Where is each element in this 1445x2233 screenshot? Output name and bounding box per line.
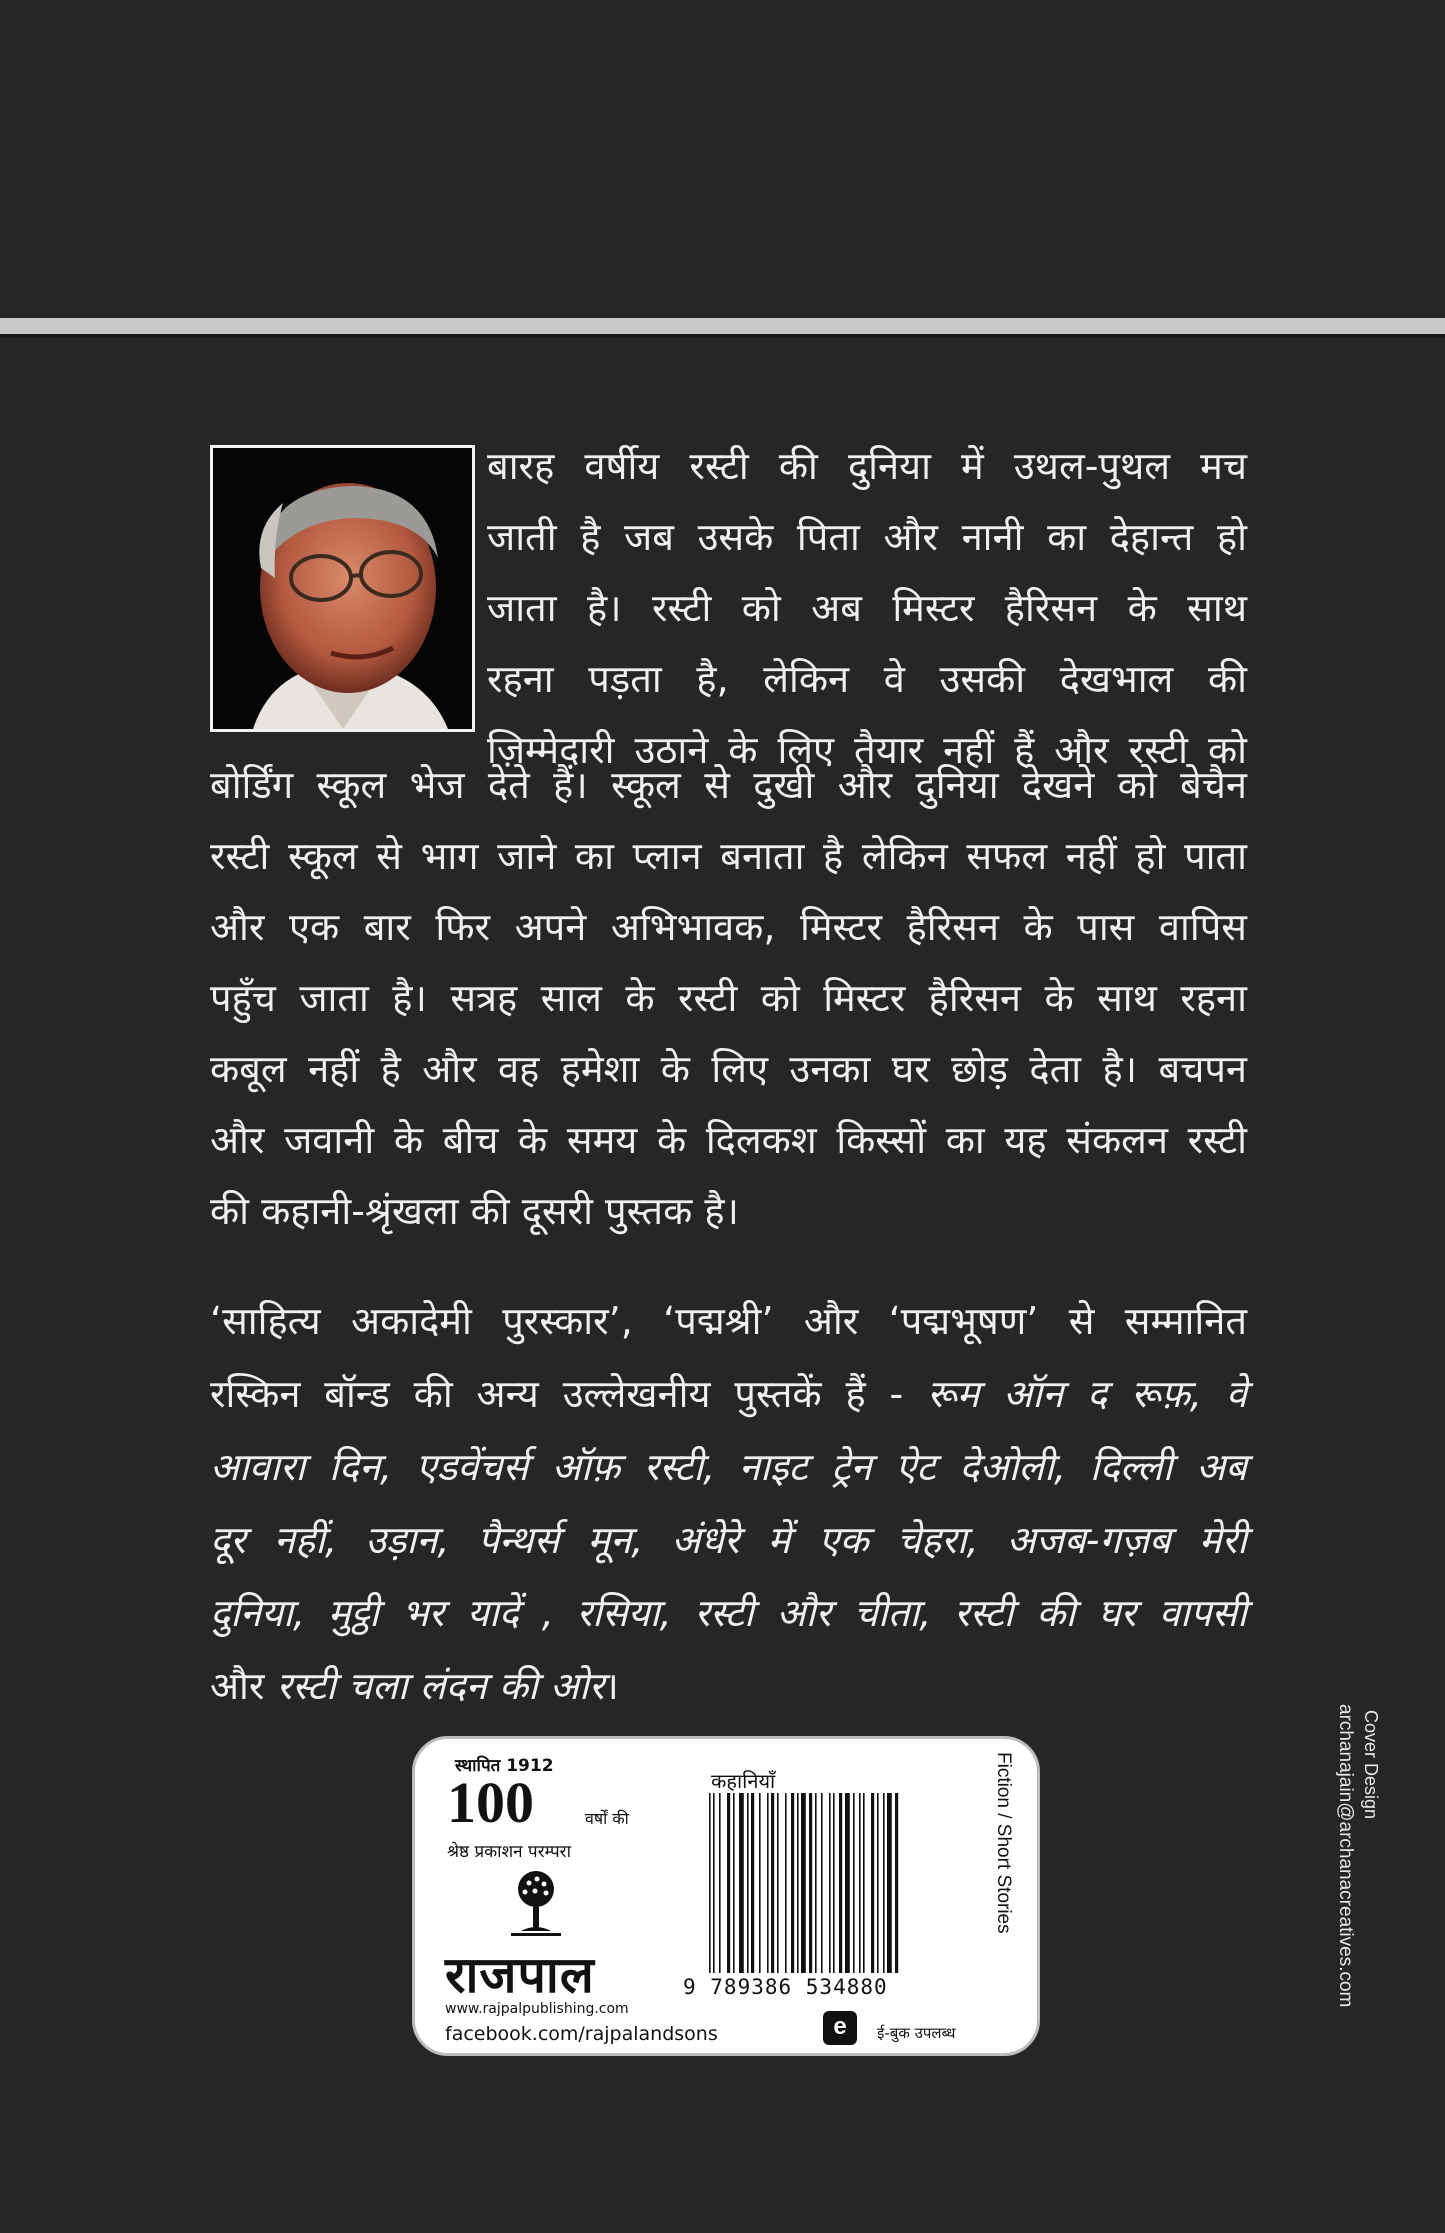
books-line xyxy=(210,1358,1247,1431)
tradition-label: श्रेष्ठ प्रकाशन परम्परा xyxy=(447,1842,572,1862)
full-stop: । xyxy=(604,1664,619,1708)
books-intro: रस्किन बॉन्ड की अन्य उल्लेखनीय पुस्तकें हैं - xyxy=(210,1372,928,1416)
other-books-paragraph xyxy=(210,1285,1247,1723)
author-photo xyxy=(210,445,475,732)
blurb-paragraph-body xyxy=(210,750,1247,1247)
awards-line: ‘साहित्य अकादेमी पुरस्कार’, ‘पद्मश्री’ और ‘पद्मभूषण’ से सम्मानित xyxy=(210,1299,1247,1343)
blurb-line: कबूल नहीं है और वह हमेशा के लिए उनका घर छोड़ देता है। बचपन xyxy=(210,1047,1247,1091)
category-label: कहानियाँ xyxy=(711,1769,776,1793)
books-line xyxy=(210,1504,1247,1577)
book-titles: रूम ऑन द रूफ़, वे xyxy=(927,1372,1247,1416)
ebook-available-label: ई-बुक उपलब्ध xyxy=(877,2024,956,2042)
blurb-line: जाता है। रस्टी को अब मिस्टर हैरिसन के साथ xyxy=(487,586,1247,630)
blurb-line: रहना पड़ता है, लेकिन वे उसकी देखभाल की xyxy=(487,657,1247,701)
publisher-tree-logo xyxy=(501,1867,571,1939)
hundred-years-number: 100 xyxy=(447,1770,534,1835)
book-titles: दूर नहीं, उड़ान, पैन्थर्स मून, अंधेरे में एक चेहरा, अजब-गज़ब मेरी xyxy=(210,1518,1247,1562)
book-titles: आवारा दिन, एडवेंचर्स ऑफ़ रस्टी, नाइट ट्रेन ऐट देओली, दिल्ली अब xyxy=(210,1445,1247,1489)
ebook-icon: e xyxy=(823,2011,857,2045)
book-titles: रस्टी चला लंदन की ओर xyxy=(276,1664,605,1708)
blurb-line: की कहानी-श्रृंखला की दूसरी पुस्तक है। xyxy=(210,1189,739,1233)
books-line xyxy=(210,1431,1247,1504)
publisher-facebook: facebook.com/rajpalandsons xyxy=(445,2023,718,2045)
publisher-website: www.rajpalpublishing.com xyxy=(445,2001,629,2017)
blurb-line: बोर्डिंग स्कूल भेज देते हैं। स्कूल से दुखी और दुनिया देखने को बेचैन xyxy=(210,763,1247,807)
blurb-paragraph-top xyxy=(487,431,1247,786)
isbn-barcode xyxy=(705,1793,960,1993)
publisher-brand: राजपाल xyxy=(445,1947,595,2003)
years-of-label: वर्षों की xyxy=(585,1809,629,1828)
cover-design-label: Cover Design xyxy=(1361,1710,1381,1820)
divider-shadow xyxy=(0,334,1445,338)
book-titles: दुनिया, मुट्ठी भर यादें , रसिया, रस्टी और चीता, रस्टी की घर वापसी xyxy=(210,1591,1247,1635)
books-line xyxy=(210,1650,1247,1723)
blurb-line: बारह वर्षीय रस्टी की दुनिया में उथल-पुथल मच xyxy=(487,444,1247,488)
blurb-line: ज़िम्मेदारी उठाने के लिए तैयार नहीं हैं और रस्टी को xyxy=(487,728,1247,772)
blurb-line: रस्टी स्कूल से भाग जाने का प्लान बनाता है लेकिन सफल नहीं हो पाता xyxy=(210,834,1247,878)
isbn-number: 9 789386 534880 xyxy=(683,1975,888,1999)
blurb-line: और एक बार फिर अपने अभिभावक, मिस्टर हैरिसन के पास वापिस xyxy=(210,905,1247,949)
blurb-line: और जवानी के बीच के समय के दिलकश किस्सों का यह संकलन रस्टी xyxy=(210,1118,1247,1162)
publisher-barcode-card xyxy=(412,1736,1040,2056)
cover-design-email: archanajain@archanacreatives.com xyxy=(1335,1704,1356,2008)
genre-label: Fiction / Short Stories xyxy=(993,1752,1014,1934)
cover-top-band xyxy=(0,0,1445,318)
books-connector: और xyxy=(210,1664,277,1708)
established-label: स्थापित 1912 xyxy=(455,1756,554,1776)
blurb-line: जाती है जब उसके पिता और नानी का देहान्त हो xyxy=(487,515,1247,559)
divider-band xyxy=(0,318,1445,334)
blurb-line: पहुँच जाता है। सत्रह साल के रस्टी को मिस्टर हैरिसन के साथ रहना xyxy=(210,976,1247,1020)
books-line xyxy=(210,1577,1247,1650)
